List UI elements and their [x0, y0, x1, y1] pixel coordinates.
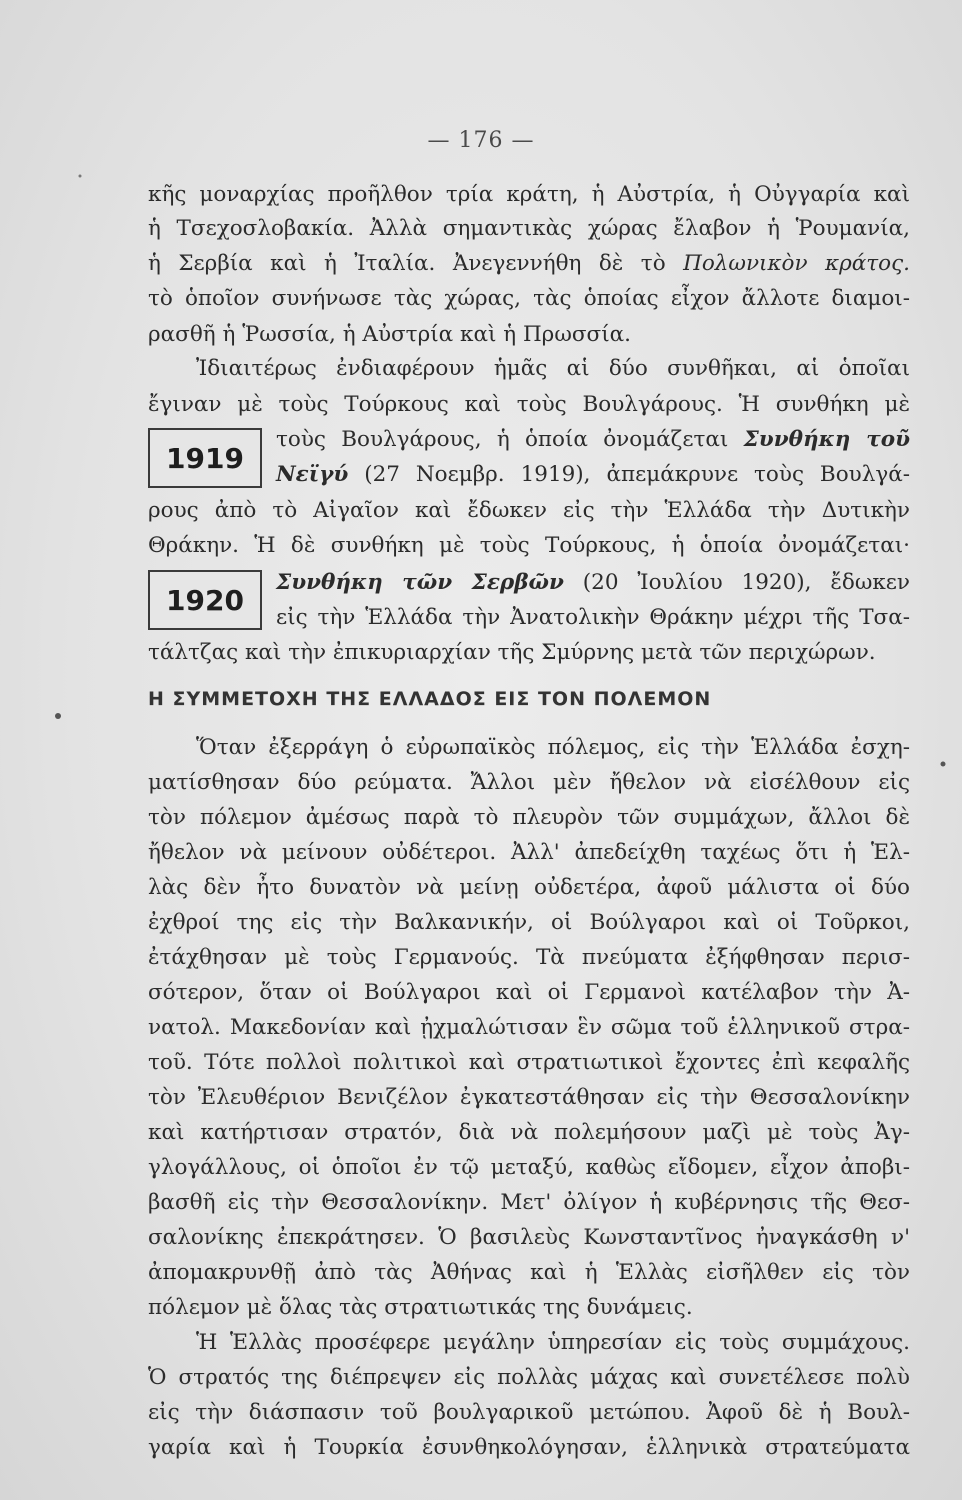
- text-line: ἐχθροί της εἰς τὴν Βαλκανικήν, οἱ Βούλγαροι καὶ οἱ Τοῦρκοι,: [148, 910, 910, 935]
- speck-mark: [941, 762, 946, 767]
- speck-mark: [79, 175, 82, 178]
- text-line: Ἡ Ἑλλὰς προσέφερε μεγάλην ὑπηρεσίαν εἰς τοὺς συμμάχους.: [196, 1330, 910, 1355]
- text-line: λὰς δὲν ἦτο δυνατὸν νὰ μείνῃ οὐδετέρα, ἀφοῦ μάλιστα οἱ δύο: [148, 875, 910, 900]
- text-line: σαλονίκης ἐπεκράτησεν. Ὁ βασιλεὺς Κωνσταντῖνος ἠναγκάσθη ν': [148, 1225, 910, 1250]
- text-line: ἐτάχθησαν μὲ τοὺς Γερμανούς. Τὰ πνεύματα ἐξήφθησαν περισ-: [148, 945, 910, 970]
- text-line: τὸν Ἐλευθέριον Βενιζέλον ἐγκατεστάθησαν εἰς τὴν Θεσσαλονίκην: [148, 1085, 910, 1110]
- text-line: νατολ. Μακεδονίαν καὶ ᾐχμαλώτισαν ἓν σῶμα τοῦ ἑλληνικοῦ στρα-: [148, 1015, 910, 1040]
- text-line: καὶ κατήρτισαν στρατόν, διὰ νὰ πολεμήσουν μαζὶ μὲ τοὺς Ἀγ-: [148, 1120, 910, 1145]
- text-line: ἤθελον νὰ μείνουν οὐδέτεροι. Ἀλλ' ἀπεδείχθη ταχέως ὅτι ἡ Ἑλ-: [148, 840, 910, 865]
- text-line: κῆς μοναρχίας προῆλθον τρία κράτη, ἡ Αὐστρία, ἡ Οὐγγαρία καὶ: [148, 182, 910, 207]
- text-line-part: ἡ Σερβία καὶ ἡ Ἰταλία. Ἀνεγεννήθη δὲ τὸ: [148, 251, 684, 276]
- text-line: Ὅταν ἐξερράγη ὁ εὐρωπαϊκὸς πόλεμος, εἰς τὴν Ἑλλάδα ἐσχη-: [196, 735, 910, 760]
- text-line: Θράκην. Ἡ δὲ συνθήκη μὲ τοὺς Τούρκους, ἡ ὁποία ὀνομάζεται·: [148, 533, 910, 558]
- text-line: ματίσθησαν δύο ρεύματα. Ἄλλοι μὲν ἤθελον νὰ εἰσέλθουν εἰς: [148, 770, 910, 795]
- text-line: [276, 568, 910, 598]
- text-line: τάλτζας καὶ τὴν ἐπικυριαρχίαν τῆς Σμύρνης μετὰ τῶν περιχώρων.: [148, 640, 876, 665]
- text-line: τὸ ὁποῖον συνήνωσε τὰς χώρας, τὰς ὁποίας εἶχον ἄλλοτε διαμοι-: [148, 286, 910, 311]
- text-line: [148, 249, 910, 279]
- text-line: εἰς τὴν διάσπασιν τοῦ βουλγαρικοῦ μετώπου. Ἀφοῦ δὲ ἡ Βουλ-: [148, 1400, 910, 1425]
- text-line: ἡ Τσεχοσλοβακία. Ἀλλὰ σημαντικὰς χώρας ἔλαβον ἡ Ῥουμανία,: [148, 216, 910, 241]
- text-line: πόλεμον μὲ ὅλας τὰς στρατιωτικάς της δυνάμεις.: [148, 1295, 693, 1320]
- text-line-part: (27 Νοεμβρ. 1919), ἀπεμάκρυνε τοὺς Βουλγά-: [348, 462, 910, 487]
- text-line: ρασθῆ ἡ Ῥωσσία, ἡ Αὐστρία καὶ ἡ Πρωσσία.: [148, 322, 631, 347]
- text-line: σότερον, ὅταν οἱ Βούλγαροι καὶ οἱ Γερμανοὶ κατέλαβον τὴν Ἀ-: [148, 980, 910, 1005]
- section-heading: Η ΣΥΜΜΕΤΟΧΗ ΤΗΣ ΕΛΛΑΔΟΣ ΕΙΣ ΤΟΝ ΠΟΛΕΜΟΝ: [148, 688, 712, 710]
- text-line: εἰς τὴν Ἑλλάδα τὴν Ἀνατολικὴν Θράκην μέχρι τῆς Τσα-: [276, 605, 910, 630]
- treaty-sevres-term: Συνθήκη τῶν Σερβῶν: [276, 570, 564, 595]
- text-line: βασθῆ εἰς τὴν Θεσσαλονίκην. Μετ' ὀλίγον ἡ κυβέρνησις τῆς Θεσ-: [148, 1190, 910, 1215]
- speck-mark: [55, 713, 61, 719]
- text-line: ἔγιναν μὲ τοὺς Τούρκους καὶ τοὺς Βουλγάρους. Ἡ συνθήκη μὲ: [148, 392, 910, 417]
- neuilly-term: Νεϊγύ: [276, 462, 349, 487]
- text-line: [276, 425, 910, 455]
- year-box-1919: 1919: [148, 428, 262, 488]
- text-line-part: τοὺς Βουλγάρους, ἡ ὁποία ὀνομάζεται: [276, 427, 744, 452]
- year-box-1920: 1920: [148, 570, 262, 630]
- text-line: γαρία καὶ ἡ Τουρκία ἐσυνθηκολόγησαν, ἑλληνικὰ στρατεύματα: [148, 1435, 910, 1460]
- text-line: ἀπομακρυνθῇ ἀπὸ τὰς Ἀθήνας καὶ ἡ Ἑλλὰς εἰσῆλθεν εἰς τὸν: [148, 1260, 910, 1285]
- page-number: — 176 —: [427, 128, 535, 153]
- text-line-part: (20 Ἰουλίου 1920), ἔδωκεν: [563, 570, 910, 595]
- text-line: τὸν πόλεμον ἀμέσως παρὰ τὸ πλευρὸν τῶν συμμάχων, ἄλλοι δὲ: [148, 805, 910, 830]
- text-line: Ὁ στρατός της διέπρεψεν εἰς πολλὰς μάχας καὶ συνετέλεσε πολὺ: [148, 1365, 910, 1390]
- polish-state-term: Πολωνικὸν κράτος.: [683, 251, 910, 276]
- text-line: ρους ἀπὸ τὸ Αἰγαῖον καὶ ἔδωκεν εἰς τὴν Ἑλλάδα τὴν Δυτικὴν: [148, 498, 910, 523]
- text-line: γλογάλλους, οἱ ὁποῖοι ἐν τῷ μεταξύ, καθὼς εἴδομεν, εἶχον ἀποβι-: [148, 1155, 910, 1180]
- treaty-neuilly-term: Συνθήκη τοῦ: [743, 427, 910, 452]
- text-line: Ἰδιαιτέρως ἐνδιαφέρουν ἡμᾶς αἱ δύο συνθῆκαι, αἱ ὁποῖαι: [196, 356, 910, 381]
- text-line: τοῦ. Τότε πολλοὶ πολιτικοὶ καὶ στρατιωτικοὶ ἔχοντες ἐπὶ κεφαλῆς: [148, 1050, 910, 1075]
- text-line: [276, 460, 910, 490]
